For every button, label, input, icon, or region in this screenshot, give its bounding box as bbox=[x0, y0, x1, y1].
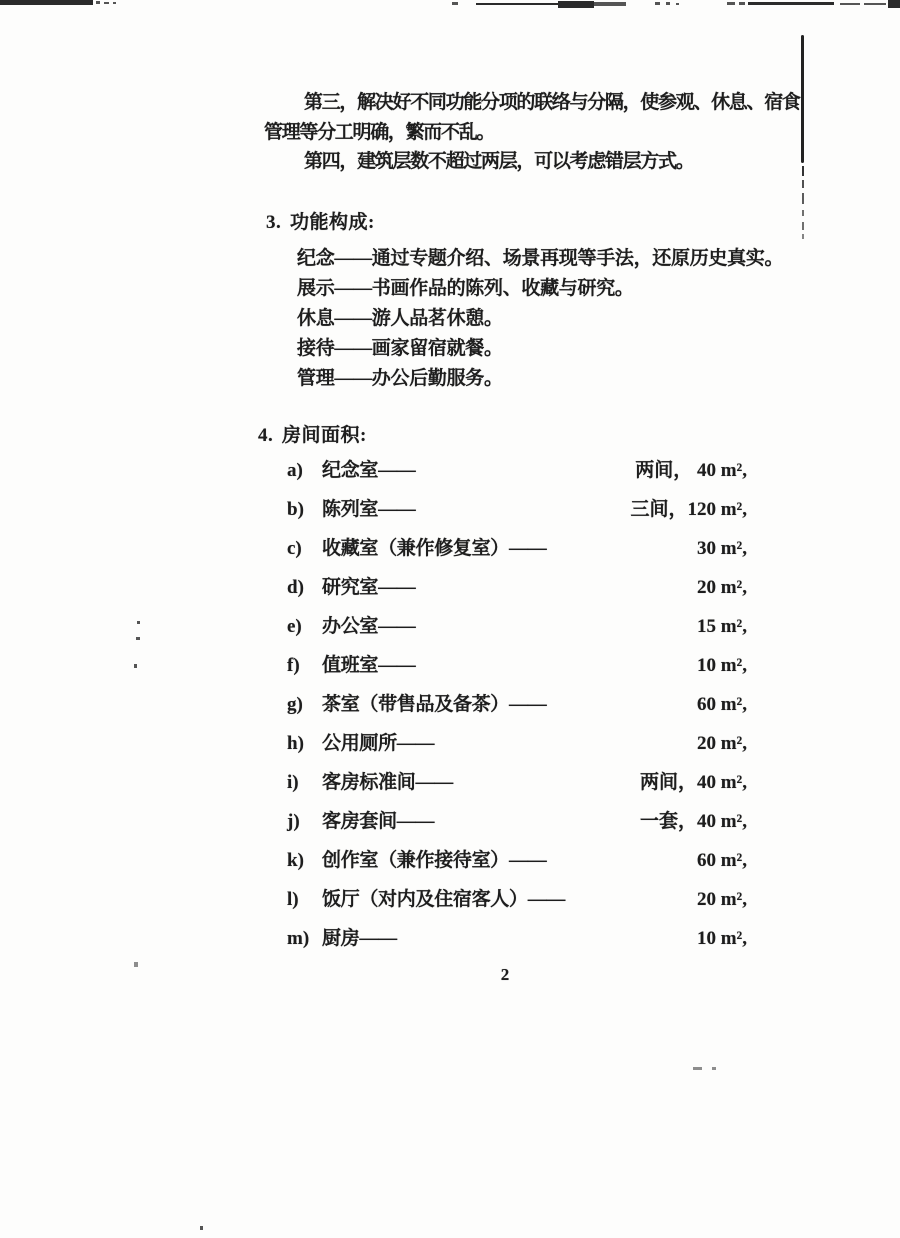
scan-speck bbox=[693, 1067, 702, 1070]
room-letter: m) bbox=[287, 928, 310, 949]
room-label: 客房标准间—— bbox=[322, 772, 453, 793]
section-4-title: 房间面积: bbox=[282, 425, 367, 446]
section-3-items bbox=[297, 244, 783, 394]
scan-artifact bbox=[666, 2, 670, 5]
room-area: 20 m², bbox=[696, 733, 747, 754]
room-label: 收藏室（兼作修复室）—— bbox=[322, 538, 547, 559]
scan-artifact bbox=[802, 222, 804, 230]
room-letter: a) bbox=[287, 460, 303, 481]
room-letter: h) bbox=[287, 733, 304, 754]
room-area: 20 m², bbox=[696, 577, 747, 598]
room-area: 60 m², bbox=[696, 850, 747, 871]
scan-artifact bbox=[676, 3, 679, 5]
scan-artifact bbox=[888, 0, 900, 8]
room-letter: d) bbox=[287, 577, 304, 598]
section-3-number: 3. bbox=[266, 212, 282, 233]
scan-speck bbox=[200, 1226, 203, 1230]
room-label: 研究室—— bbox=[322, 577, 416, 598]
function-item: 展示——书画作品的陈列、收藏与研究。 bbox=[297, 278, 634, 299]
section-room-areas bbox=[258, 424, 747, 962]
section-function-composition bbox=[266, 211, 783, 394]
room-area-list bbox=[258, 455, 747, 962]
scan-artifact bbox=[748, 2, 834, 5]
room-label: 饭厅（对内及住宿客人）—— bbox=[322, 889, 566, 910]
function-item: 纪念——通过专题介绍、场景再现等手法，还原历史真实。 bbox=[297, 248, 784, 269]
room-row bbox=[258, 845, 747, 884]
scan-speck bbox=[136, 637, 140, 640]
room-row bbox=[258, 884, 747, 923]
section-4-heading bbox=[258, 424, 747, 448]
room-letter: k) bbox=[287, 850, 304, 871]
scan-speck bbox=[134, 664, 137, 668]
room-label: 陈列室—— bbox=[322, 499, 416, 520]
scan-artifact bbox=[96, 1, 100, 4]
intro-paragraph bbox=[264, 88, 809, 177]
function-item: 接待——画家留宿就餐。 bbox=[297, 338, 503, 359]
room-row bbox=[258, 611, 747, 650]
scan-artifact bbox=[739, 2, 745, 5]
room-area: 一套，40 m², bbox=[639, 811, 747, 832]
room-area: 30 m², bbox=[696, 538, 747, 559]
room-area: 20 m², bbox=[696, 889, 747, 910]
scan-artifact bbox=[840, 3, 860, 5]
room-area: 10 m², bbox=[696, 928, 747, 949]
room-letter: b) bbox=[287, 499, 304, 520]
section-4-number: 4. bbox=[258, 425, 274, 446]
room-row bbox=[258, 533, 747, 572]
room-label: 创作室（兼作接待室）—— bbox=[322, 850, 547, 871]
room-label: 办公室—— bbox=[322, 616, 416, 637]
room-area: 三间，120 m², bbox=[630, 499, 747, 520]
room-row bbox=[258, 494, 747, 533]
room-area: 15 m², bbox=[696, 616, 747, 637]
scan-artifact bbox=[655, 2, 660, 5]
room-letter: l) bbox=[287, 889, 299, 910]
room-letter: c) bbox=[287, 538, 302, 559]
section-3-heading bbox=[266, 211, 783, 235]
scan-speck bbox=[712, 1067, 716, 1070]
room-row bbox=[258, 689, 747, 728]
room-label: 纪念室—— bbox=[322, 460, 416, 481]
room-label: 公用厕所—— bbox=[322, 733, 435, 754]
room-letter: j) bbox=[287, 811, 300, 832]
intro-line-2: 管理等分工明确，繁而不乱。 bbox=[264, 121, 495, 143]
room-row bbox=[258, 767, 747, 806]
scan-artifact bbox=[802, 193, 804, 204]
scan-artifact bbox=[727, 2, 735, 5]
room-label: 茶室（带售品及备茶）—— bbox=[322, 694, 547, 715]
scan-artifact bbox=[558, 1, 594, 8]
room-row bbox=[258, 572, 747, 611]
room-area: 10 m², bbox=[696, 655, 747, 676]
scan-speck bbox=[137, 621, 140, 624]
scan-artifact bbox=[476, 3, 560, 5]
scan-artifact bbox=[864, 3, 886, 5]
room-letter: i) bbox=[287, 772, 299, 793]
room-row bbox=[258, 650, 747, 689]
room-area: 两间， 40 m², bbox=[635, 460, 747, 481]
section-3-title: 功能构成: bbox=[290, 212, 375, 233]
scan-artifact bbox=[802, 180, 804, 188]
scan-artifact bbox=[0, 0, 93, 5]
scan-artifact bbox=[452, 2, 458, 5]
room-row bbox=[258, 455, 747, 494]
function-item: 管理——办公后勤服务。 bbox=[297, 368, 503, 389]
room-letter: e) bbox=[287, 616, 302, 637]
scan-artifact bbox=[113, 2, 116, 4]
scan-artifact bbox=[802, 234, 804, 239]
room-area: 60 m², bbox=[696, 694, 747, 715]
scan-artifact bbox=[594, 2, 626, 6]
room-letter: f) bbox=[287, 655, 300, 676]
room-row bbox=[258, 728, 747, 767]
scan-artifact bbox=[802, 210, 804, 216]
room-row bbox=[258, 923, 747, 962]
room-label: 厨房—— bbox=[322, 928, 397, 949]
intro-line-1: 第三，解决好不同功能分项的联络与分隔，使参观、休息、宿食 bbox=[304, 92, 800, 113]
room-label: 客房套间—— bbox=[322, 811, 435, 832]
function-item: 休息——游人品茗休憩。 bbox=[297, 308, 503, 329]
room-row bbox=[258, 806, 747, 845]
room-area: 两间，40 m², bbox=[639, 772, 747, 793]
scan-speck bbox=[134, 962, 138, 967]
page-number: 2 bbox=[500, 965, 510, 984]
intro-line-3: 第四，建筑层数不超过两层，可以考虑错层方式。 bbox=[304, 151, 694, 172]
scan-artifact bbox=[104, 2, 109, 4]
room-letter: g) bbox=[287, 694, 303, 715]
room-label: 值班室—— bbox=[322, 655, 416, 676]
